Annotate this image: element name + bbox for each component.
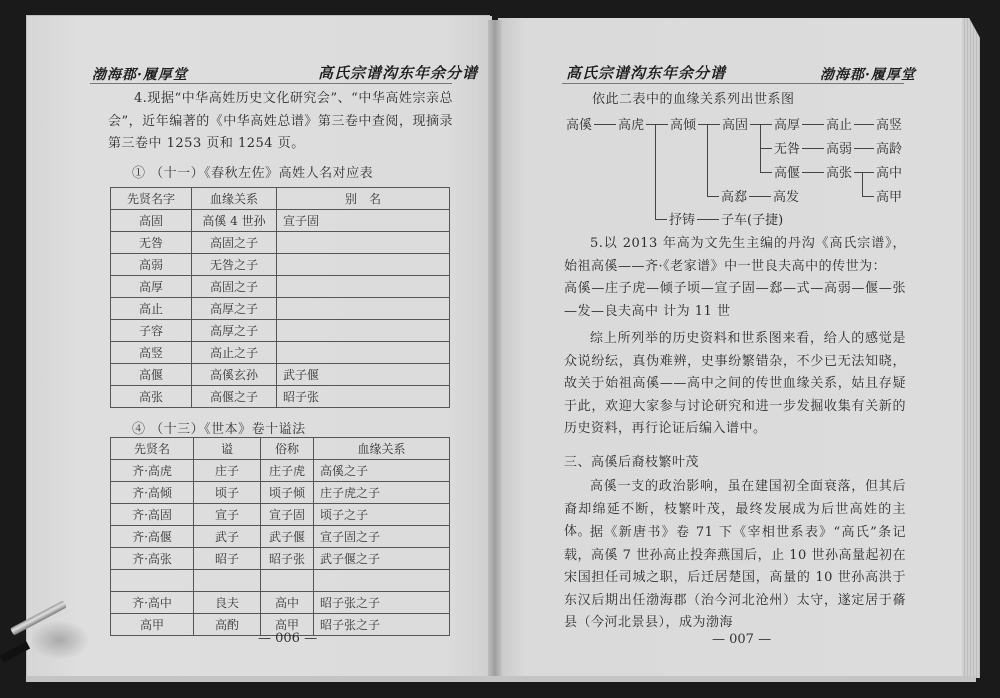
table-row xyxy=(111,548,450,570)
cell: 高张 xyxy=(111,386,192,408)
paragraph-4: 4.现据“中华高姓历史文化研究会”、“中华高姓宗亲总会”，近年编著的《中华高姓总谱》第三卷中查阅，现摘录第三卷中 1253 页和 1254 页。 xyxy=(108,91,453,151)
tree-node: 高偃 xyxy=(774,166,801,181)
bottom-page-stack xyxy=(26,676,976,682)
table-row xyxy=(111,276,450,298)
cell: 昭子张 xyxy=(277,386,450,408)
table-shiben-posthumous xyxy=(110,437,450,636)
cell: 高固之子 xyxy=(192,276,277,298)
cell: 高偃之子 xyxy=(192,386,277,408)
cell: 齐·高倾 xyxy=(111,482,194,504)
cell xyxy=(277,342,450,364)
cell xyxy=(194,570,261,592)
right-header-rule xyxy=(562,83,904,84)
cell xyxy=(277,276,450,298)
tree-connector-vertical xyxy=(707,124,708,196)
table-row xyxy=(111,592,450,614)
cell: 高固之子 xyxy=(192,232,277,254)
table-row xyxy=(111,210,450,232)
tree-node: 高发 xyxy=(773,190,800,205)
cell: 武子 xyxy=(194,526,261,548)
cell: 齐·高固 xyxy=(111,504,194,526)
tree-connector xyxy=(854,172,874,173)
tree-connector xyxy=(750,124,772,125)
tree-node: 子车(子捷) xyxy=(721,213,784,228)
cell xyxy=(277,254,450,276)
tree-connector xyxy=(854,148,874,149)
cell xyxy=(277,320,450,342)
cell: 高酌 xyxy=(194,614,261,636)
left-header-rule xyxy=(90,83,452,84)
cell: 宣子固之子 xyxy=(314,526,450,548)
tree-intro: 依此二表中的血缘关系列出世系图 xyxy=(592,92,795,107)
tree-connector xyxy=(655,219,667,220)
book-gutter xyxy=(488,20,502,680)
right-header-left: 高氏宗谱沟东年余分谱 xyxy=(566,64,727,82)
tree-connector xyxy=(594,124,616,125)
cell: 无咎之子 xyxy=(192,254,277,276)
table-row xyxy=(111,460,450,482)
cell: 武子偃 xyxy=(277,364,450,386)
table-row xyxy=(111,364,450,386)
column-header: 谥 xyxy=(194,438,261,460)
column-header: 血缘关系 xyxy=(314,438,450,460)
tree-connector-vertical xyxy=(655,124,656,219)
cell: 高止 xyxy=(111,298,192,320)
table-chunqiu-names xyxy=(110,187,450,408)
cell: 宣子固 xyxy=(277,210,450,232)
page-number-left: — 006 — xyxy=(258,631,318,646)
cell: 武子偃之子 xyxy=(314,548,450,570)
left-header-left: 渤海郡·履厚堂 xyxy=(92,67,188,83)
cell: 高傒 4 世孙 xyxy=(192,210,277,232)
table-row xyxy=(111,342,450,364)
cell: 顷子倾 xyxy=(261,482,314,504)
lineage-line: 高傒—庄子虎—倾子顷—宣子固—郄—式—高弱—偃—张—发—良夫高中 计为 11 世 xyxy=(564,281,906,319)
tree-connector xyxy=(697,219,719,220)
page-number-right: — 007 — xyxy=(712,632,772,647)
cell: 高厚之子 xyxy=(192,320,277,342)
table1-caption: ① （十一）《春秋左佐》高姓人名对应表 xyxy=(132,166,374,181)
table-row xyxy=(111,232,450,254)
tree-node: 高傒 xyxy=(566,118,593,133)
cell: 昭子 xyxy=(194,548,261,570)
cell: 武子偃 xyxy=(261,526,314,548)
table-row xyxy=(111,386,450,408)
cell: 高傒之子 xyxy=(314,460,450,482)
section-title: 三、高傒后裔枝繁叶茂 xyxy=(564,455,700,470)
cell: 宣子固 xyxy=(261,504,314,526)
cell: 昭子张之子 xyxy=(314,614,450,636)
tree-node: 高中 xyxy=(876,166,903,181)
column-header: 先贤名字 xyxy=(111,188,192,210)
cell xyxy=(277,298,450,320)
cell: 良夫 xyxy=(194,592,261,614)
tree-connector xyxy=(802,172,824,173)
cell: 齐·高张 xyxy=(111,548,194,570)
cell: 高固 xyxy=(111,210,192,232)
column-header: 别 名 xyxy=(277,188,450,210)
cell: 高中 xyxy=(261,592,314,614)
tree-connector xyxy=(802,124,824,125)
cell: 高偃 xyxy=(111,364,192,386)
cell: 庄子 xyxy=(194,460,261,482)
cell: 子容 xyxy=(111,320,192,342)
tree-connector xyxy=(707,196,719,197)
table-header-row xyxy=(111,188,450,210)
table-row xyxy=(111,320,450,342)
cell xyxy=(261,570,314,592)
tree-node: 抒铸 xyxy=(669,213,696,228)
tree-connector xyxy=(802,148,824,149)
right-page-stack xyxy=(962,18,980,678)
cell: 庄子虎之子 xyxy=(314,482,450,504)
tree-connector xyxy=(646,124,668,125)
tree-node: 高竖 xyxy=(876,118,903,133)
cell: 昭子张 xyxy=(261,548,314,570)
cell: 顷子之子 xyxy=(314,504,450,526)
cell xyxy=(277,232,450,254)
tree-node: 高厚 xyxy=(774,118,801,133)
tree-connector-vertical xyxy=(862,172,863,196)
tree-connector xyxy=(862,196,874,197)
tree-connector xyxy=(854,124,874,125)
cell: 高甲 xyxy=(111,614,194,636)
cell: 高厚之子 xyxy=(192,298,277,320)
table-row xyxy=(111,526,450,548)
tree-connector xyxy=(749,196,771,197)
summary-paragraph: 综上所列举的历史资料和世系图来看，给人的感觉是众说纷纭，真伪难辨，史事纷繁错杂，不少已无法知晓，故关于始祖高傒——高中之间的传世血缘关系，姑且存疑于此，欢迎大家参与讨论研究和进一步发掘收集有关新的历史资料，再行论证后编入谱中。 xyxy=(564,331,906,436)
tree-node: 无咎 xyxy=(774,142,801,157)
cell: 庄子虎 xyxy=(261,460,314,482)
column-header: 血缘关系 xyxy=(192,188,277,210)
cell xyxy=(111,570,194,592)
cell: 高止之子 xyxy=(192,342,277,364)
tree-node: 高张 xyxy=(826,166,853,181)
cell: 顷子 xyxy=(194,482,261,504)
column-header: 俗称 xyxy=(261,438,314,460)
tree-node: 高龄 xyxy=(876,142,903,157)
cell: 高傒玄孙 xyxy=(192,364,277,386)
cell: 无咎 xyxy=(111,232,192,254)
right-header-right: 渤海郡·履厚堂 xyxy=(820,67,916,83)
cell: 昭子张之子 xyxy=(314,592,450,614)
pen-shadow xyxy=(30,620,90,660)
tree-node: 高弱 xyxy=(826,142,853,157)
table-header-row xyxy=(111,438,450,460)
tree-connector xyxy=(698,124,720,125)
table-row xyxy=(111,482,450,504)
tree-node: 高倾 xyxy=(670,118,697,133)
tree-node: 高郄 xyxy=(721,190,748,205)
cell: 高弱 xyxy=(111,254,192,276)
paragraph-5: 5.以 2013 年高为文先生主编的丹沟《高氏宗谱》，始祖高傒——齐·《老家谱》中一世良夫高中的传世为： xyxy=(564,236,906,274)
tree-node: 高止 xyxy=(826,118,853,133)
table-row xyxy=(111,254,450,276)
cell xyxy=(314,570,450,592)
section-paragraph-1: 高傒一支的政治影响，虽在建国初全面衰落，但其后裔却绵延不断，枝繁叶茂，最终发展成为后世高姓的主体。 xyxy=(564,479,906,539)
table-row xyxy=(111,298,450,320)
tree-node: 高甲 xyxy=(876,190,903,205)
cell: 高甲 xyxy=(261,614,314,636)
column-header: 先贤名 xyxy=(111,438,194,460)
table-row xyxy=(111,504,450,526)
tree-connector xyxy=(760,148,772,149)
tree-node: 高固 xyxy=(722,118,749,133)
section-paragraph-2: 据《新唐书》卷 71 下《宰相世系表》“高氏”条记载，高傒 7 世孙高止投奔燕国后，止 10 世孙高量起初在宋国担任司城之职，后迁居楚国，高量的 10 世孙高洪于东汉后期出任渤海郡（治今河北沧州）太守，遂定居于蓨县（今河北景县），成为渤海 xyxy=(564,525,906,630)
table2-caption: ④ （十三）《世本》卷十谥法 xyxy=(132,422,306,437)
cell: 齐·高偃 xyxy=(111,526,194,548)
tree-node: 高虎 xyxy=(618,118,645,133)
cell: 宣子 xyxy=(194,504,261,526)
tree-connector xyxy=(760,172,772,173)
cell: 齐·高虎 xyxy=(111,460,194,482)
table-row-empty xyxy=(111,570,450,592)
left-header-right: 高氏宗谱沟东年余分谱 xyxy=(318,64,479,82)
cell: 高厚 xyxy=(111,276,192,298)
cell: 齐·高中 xyxy=(111,592,194,614)
cell: 高竖 xyxy=(111,342,192,364)
